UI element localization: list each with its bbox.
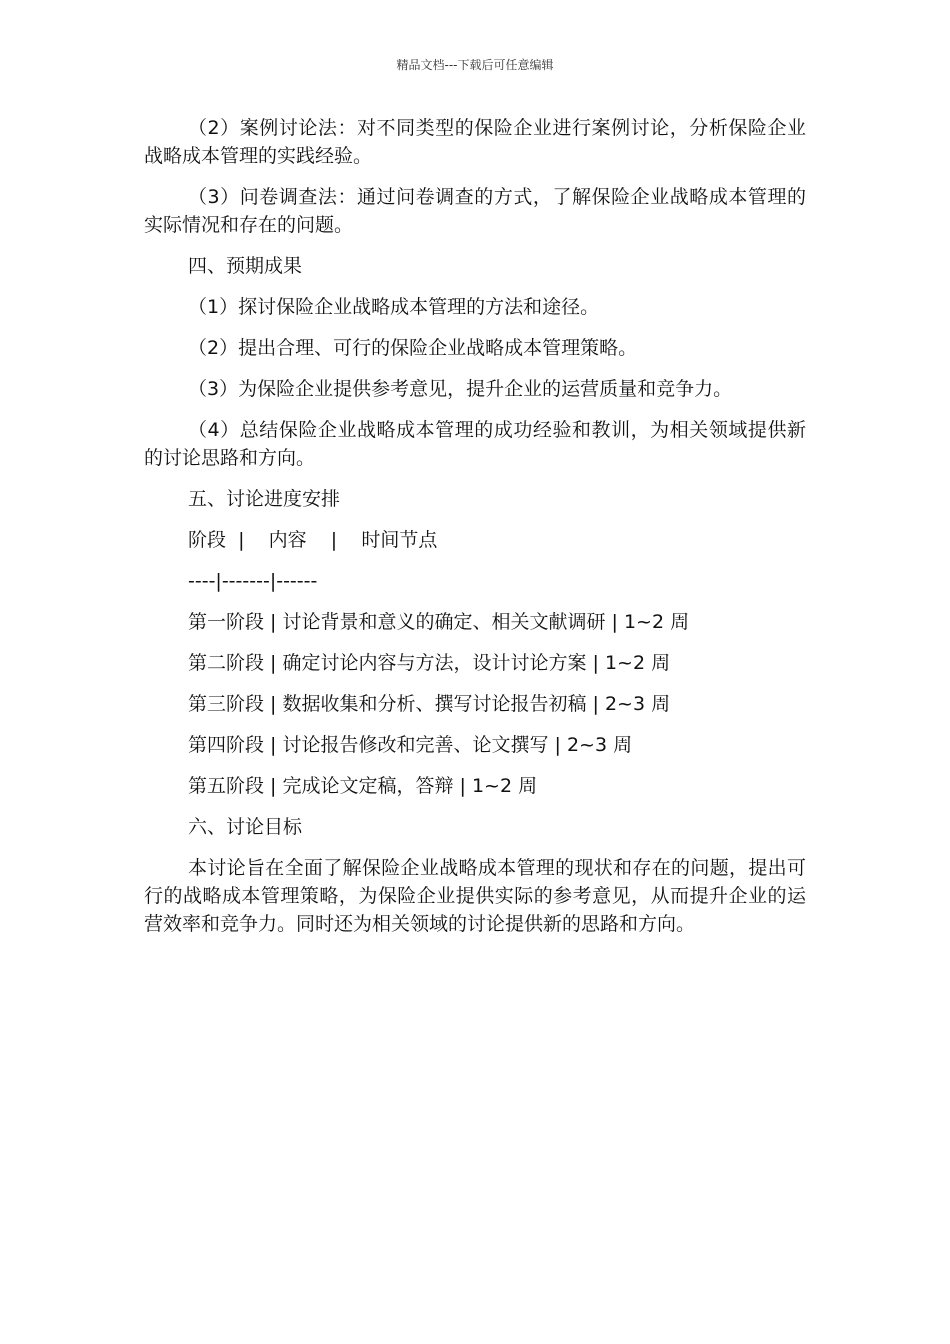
- schedule-row: 第三阶段 | 数据收集和分析、撰写讨论报告初稿 | 2~3 周: [188, 693, 671, 715]
- section-4-heading: 四、预期成果: [188, 255, 303, 277]
- section-6-heading: 六、讨论目标: [188, 816, 303, 838]
- method-survey-paragraph: （3）问卷调查法：通过问卷调查的方式，了解保险企业战略成本管理的实际情况和存在的问题。: [144, 186, 806, 236]
- section-5-heading: 五、讨论进度安排: [188, 488, 341, 510]
- goal-paragraph: 本讨论旨在全面了解保险企业战略成本管理的现状和存在的问题，提出可行的战略成本管理策略，为保险企业提供实际的参考意见，从而提升企业的运营效率和竞争力。同时还为相关领域的讨论提供新的思路和方向。: [144, 857, 806, 935]
- schedule-header-row: 阶段 | 内容 | 时间节点: [188, 529, 438, 551]
- schedule-row: 第四阶段 | 讨论报告修改和完善、论文撰写 | 2~3 周: [188, 734, 633, 756]
- schedule-separator-row: ----|-------|------: [188, 570, 318, 592]
- outcome-item: （3）为保险企业提供参考意见，提升企业的运营质量和竞争力。: [188, 378, 733, 400]
- outcome-item: （4）总结保险企业战略成本管理的成功经验和教训，为相关领域提供新的讨论思路和方向。: [144, 419, 806, 469]
- outcome-item: （2）提出合理、可行的保险企业战略成本管理策略。: [188, 337, 638, 359]
- schedule-row: 第五阶段 | 完成论文定稿，答辩 | 1~2 周: [188, 775, 538, 797]
- schedule-row: 第二阶段 | 确定讨论内容与方法，设计讨论方案 | 1~2 周: [188, 652, 671, 674]
- document-body: [144, 114, 806, 951]
- outcome-item: （1）探讨保险企业战略成本管理的方法和途径。: [188, 296, 600, 318]
- schedule-row: 第一阶段 | 讨论背景和意义的确定、相关文献调研 | 1~2 周: [188, 611, 690, 633]
- page-header: 精品文档---下载后可任意编辑: [396, 58, 554, 72]
- method-case-paragraph: （2）案例讨论法：对不同类型的保险企业进行案例讨论，分析保险企业战略成本管理的实践经验。: [144, 117, 806, 167]
